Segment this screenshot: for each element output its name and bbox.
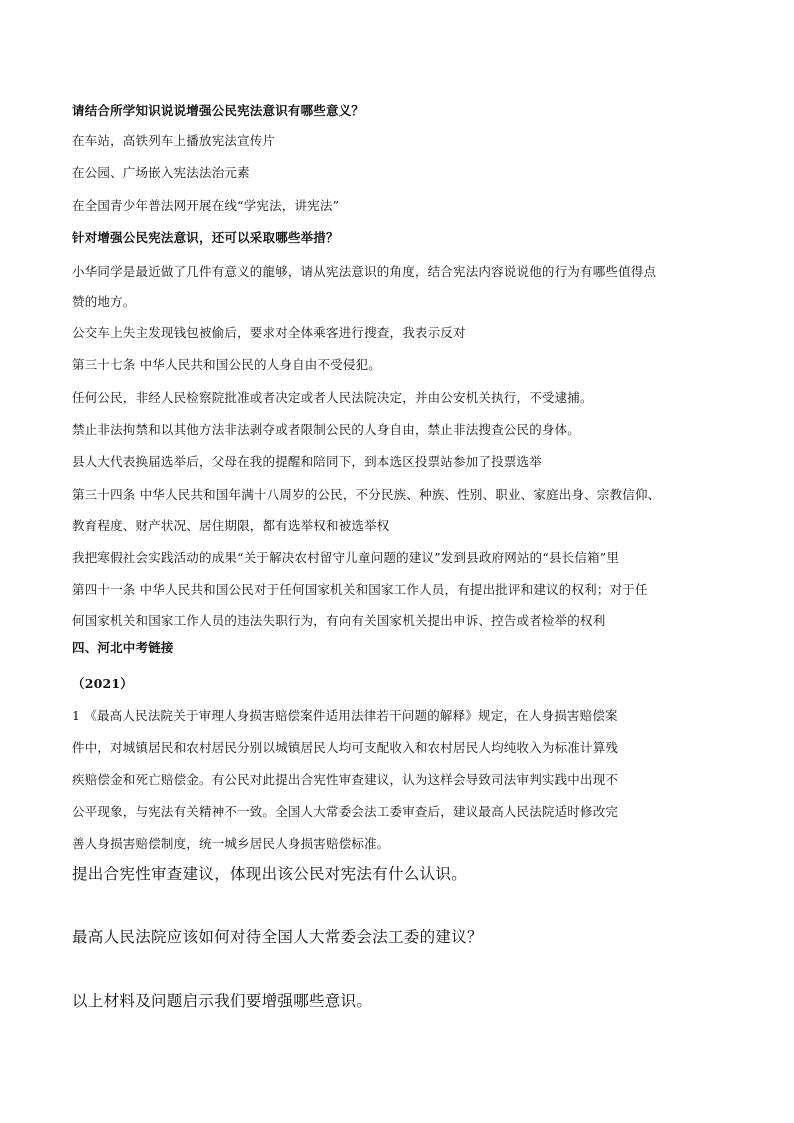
material-line: 公平现象，与宪法有关精神不一致。全国人大常委会法工委审查后，建议最高人民法院适时修改完 xyxy=(72,804,619,819)
material-line: 1 《最高人民法院关于审理人身损害赔偿案件适用法律若干问题的解释》规定，在人身损害赔偿案 xyxy=(72,708,618,723)
question-heading: 针对增强公民宪法意识，还可以采取哪些举措？ xyxy=(72,230,339,245)
year-label: （2021） xyxy=(72,676,133,691)
sub-question: 最高人民法院应该如何对待全国人大常委会法工委的建议？ xyxy=(72,928,483,946)
measure-item: 在车站，高铁列车上播放宪法宣传片 xyxy=(72,133,276,148)
law-article: 任何公民，非经人民检察院批准或者决定或者人民法院决定，并由公安机关执行，不受逮捕。 xyxy=(72,390,593,405)
measure-item: 在公园、广场嵌入宪法法治元素 xyxy=(72,165,250,180)
sub-question: 以上材料及问题启示我们要增强哪些意识。 xyxy=(72,992,373,1010)
paragraph-line: 县人大代表换届选举后，父母在我的提醒和陪同下，到本选区投票站参加了投票选举 xyxy=(72,454,542,469)
sub-question: 提出合宪性审查建议，体现出该公民对宪法有什么认识。 xyxy=(72,865,468,883)
material-line: 疾赔偿金和死亡赔偿金。有公民对此提出合宪性审查建议，认为这样会导致司法审判实践中出现不 xyxy=(72,772,619,787)
law-article: 教育程度、财产状况、居住期限，都有选举权和被选举权 xyxy=(72,518,390,533)
question-heading: 请结合所学知识说说增强公民宪法意识有哪些意义？ xyxy=(72,103,365,118)
material-line: 善人身损害赔偿制度，统一城乡居民人身损害赔偿标准。 xyxy=(72,836,390,851)
paragraph-line: 赞的地方。 xyxy=(72,294,136,309)
measure-item: 在全国青少年普法网开展在线“学宪法，讲宪法” xyxy=(72,198,340,213)
paragraph-line: 我把寒假社会实践活动的成果“关于解决农村留守儿童问题的建议”发到县政府网站的“县长信箱”里 xyxy=(72,550,620,565)
law-article: 第三十七条 中华人民共和国公民的人身自由不受侵犯。 xyxy=(72,357,381,372)
law-article: 何国家机关和国家工作人员的违法失职行为，有向有关国家机关提出申诉、控告或者检举的权利 xyxy=(72,613,606,628)
law-article: 禁止非法拘禁和以其他方法非法剥夺或者限制公民的人身自由，禁止非法搜查公民的身体。 xyxy=(72,422,581,437)
law-article: 第四十一条 中华人民共和国公民对于任何国家机关和国家工作人员，有提出批评和建议的权利；对于任 xyxy=(72,582,648,597)
paragraph-line: 公交车上失主发现钱包被偷后，要求对全体乘客进行搜查，我表示反对 xyxy=(72,325,466,340)
paragraph-line: 小华同学是最近做了几件有意义的龍够，请从宪法意识的角度，结合宪法内容说说他的行为有哪些值得点 xyxy=(72,264,657,279)
law-article: 第三十四条 中华人民共和国年满十八周岁的公民，不分民族、种族、性别、职业、家庭出身、宗教信仰、 xyxy=(72,487,661,502)
section-heading: 四、河北中考链接 xyxy=(72,640,174,655)
material-line: 件中，对城镇居民和农村居民分别以城镇居民人均可支配收入和农村居民人均纯收入为标准计算残 xyxy=(72,740,619,755)
